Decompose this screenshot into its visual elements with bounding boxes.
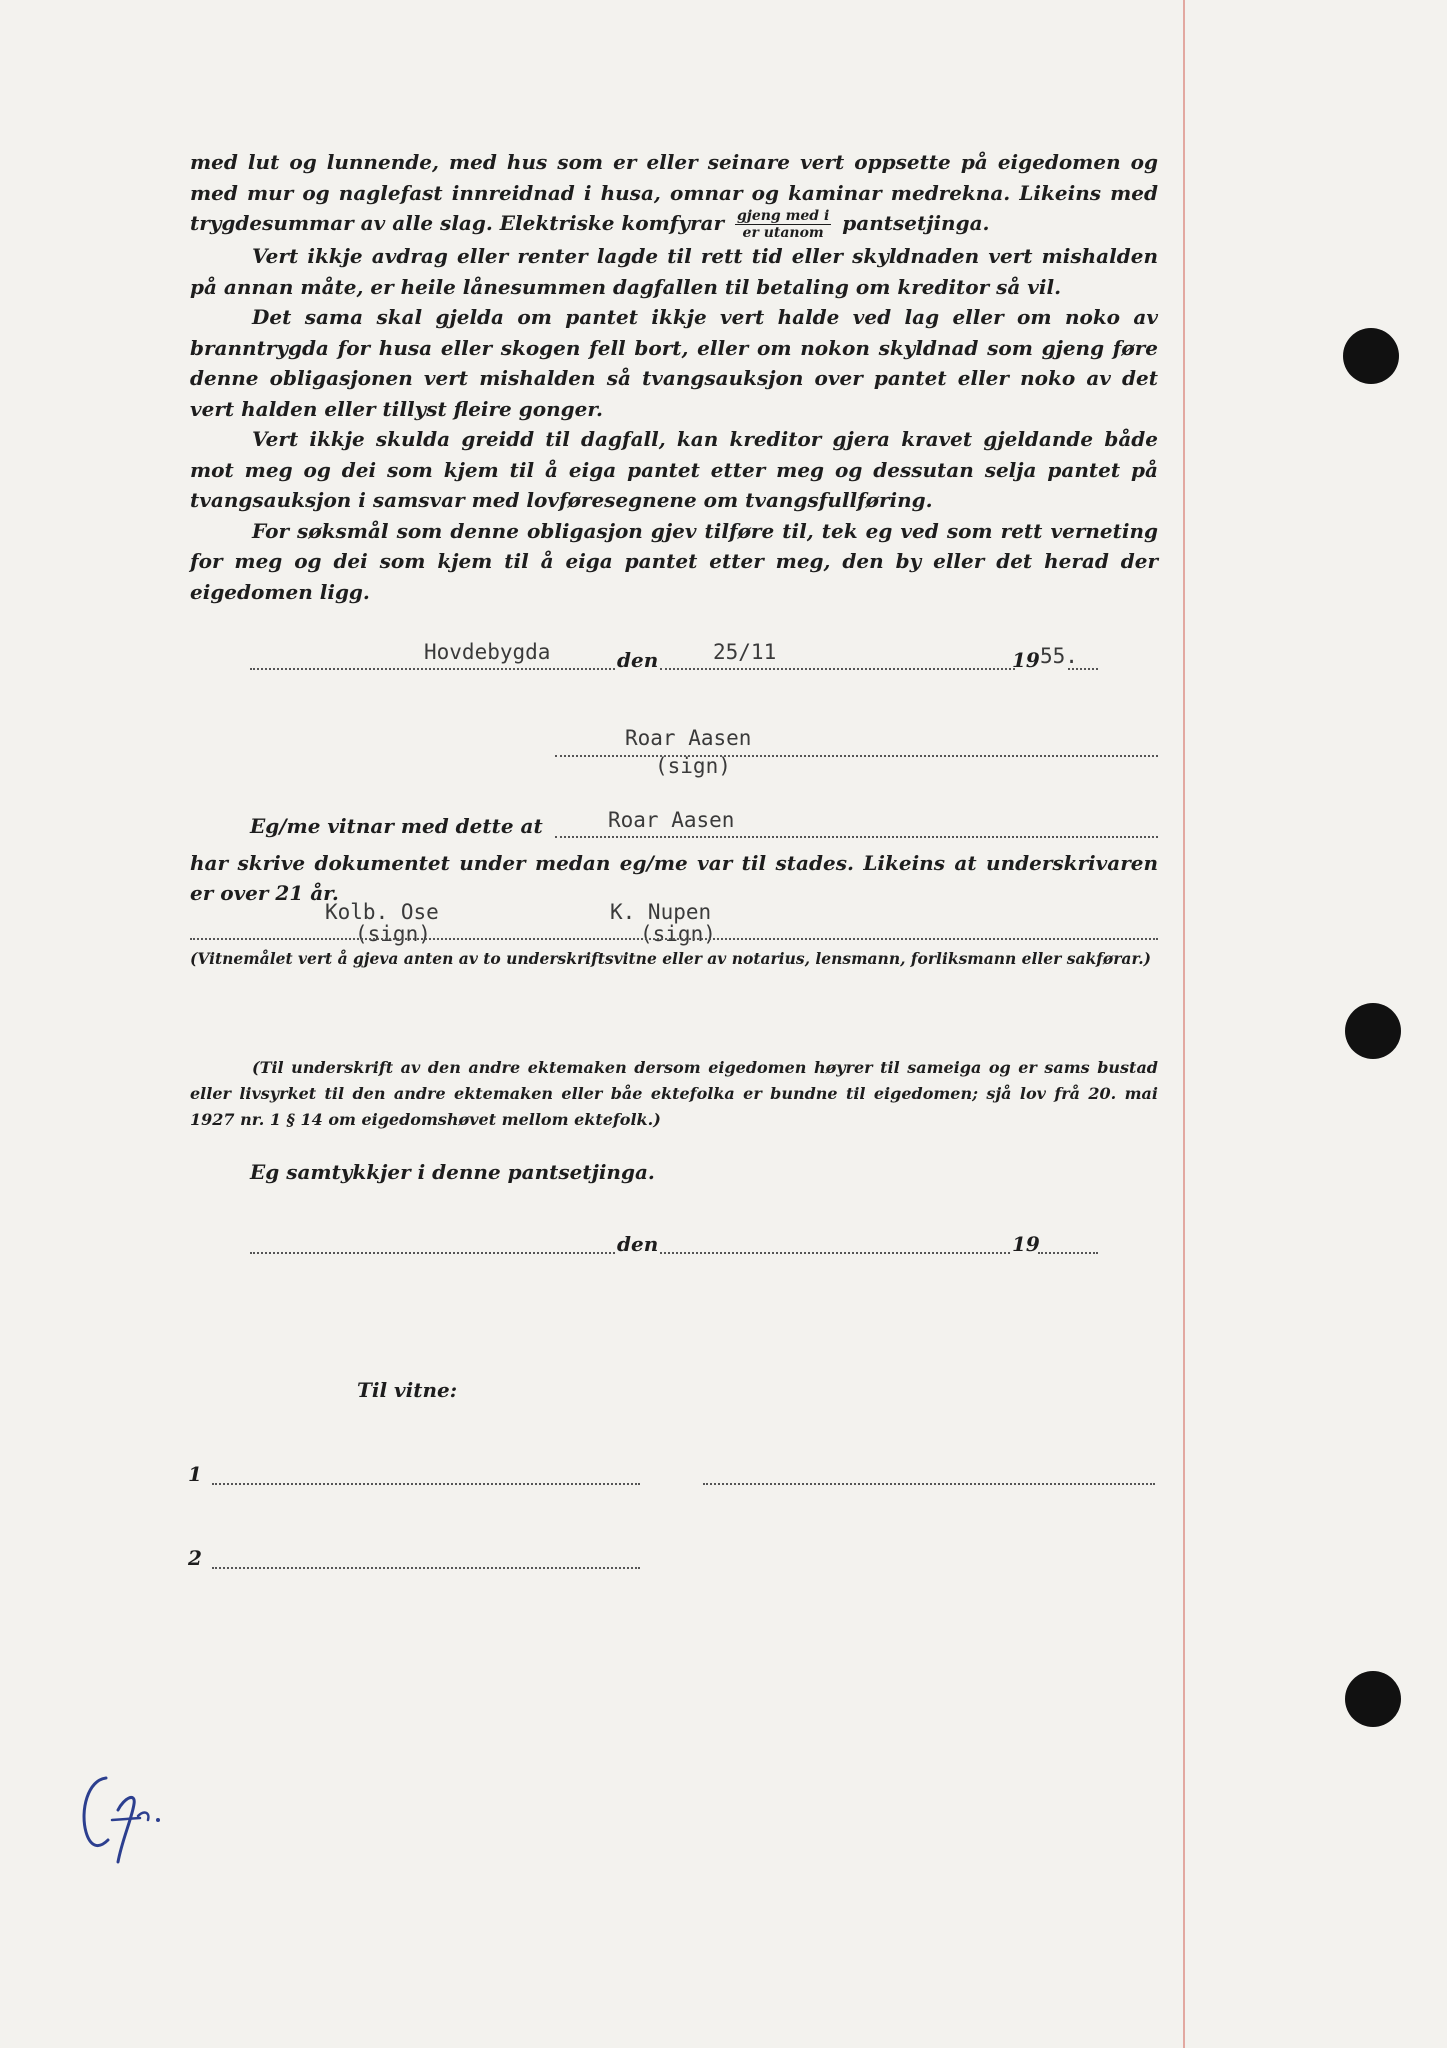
paragraph-1-end: pantsetjinga. bbox=[842, 211, 990, 235]
spouse-note: (Til underskrift av den andre ektemaken dersom eigedomen høyrer til sameiga og er sams bustad eller livsyrket til den andre ektemaken eller båe ektefolka er bundne til eigedomen; sjå lov frå 20. mai 1927 nr. 1 § 14 om eigedomshøvet mellom ektefolk.) bbox=[190, 1058, 1158, 1129]
fraction-choice bbox=[735, 208, 831, 241]
punch-hole-middle bbox=[1345, 1003, 1401, 1059]
witness-line-1-number: 1 bbox=[188, 1462, 202, 1486]
body-text bbox=[190, 147, 1158, 607]
witness-1-name: Kolb. Ose bbox=[325, 900, 439, 924]
handwritten-initials bbox=[78, 1770, 168, 1870]
paragraph-4: Vert ikkje skulda greidd til dagfall, kan kreditor gjera kravet gjeldande både mot meg og dei som kjem til å eiga pantet etter meg og dessutan selja pantet på tvangsauksjon i samsvar med lovføresegnene om tvangsfullføring. bbox=[190, 427, 1158, 512]
witness-signature-line bbox=[190, 938, 1158, 940]
witness-line-1b bbox=[703, 1483, 1155, 1485]
paragraph-1 bbox=[190, 147, 1158, 241]
witness-line-2-number: 2 bbox=[188, 1546, 202, 1570]
spouse-year-line bbox=[1038, 1252, 1098, 1254]
year-line bbox=[1068, 668, 1098, 670]
til-vitne-label: Til vitne: bbox=[357, 1378, 458, 1402]
signer-name: Roar Aasen bbox=[625, 726, 752, 750]
witness-2-name: K. Nupen bbox=[610, 900, 712, 924]
witnessed-name: Roar Aasen bbox=[608, 808, 735, 832]
den-label: den bbox=[617, 648, 659, 672]
fraction-bottom: er utanom bbox=[742, 225, 824, 241]
date-line bbox=[660, 668, 1015, 670]
paragraph-3: Det sama skal gjelda om pantet ikkje vert halde ved lag eller om noko av branntrygda for husa eller skogen fell bort, eller om nokon skyldnad som gjeng føre denne obligasjonen vert mishalden så tvangsauksjon over pantet eller noko av det vert halden eller tillyst fleire gonger. bbox=[190, 305, 1158, 421]
witness-statement: har skrive dokumentet under medan eg/me var til stades. Likeins at underskrivaren er over 21 år. bbox=[190, 851, 1158, 905]
punch-hole-top bbox=[1343, 328, 1399, 384]
spouse-date-line bbox=[660, 1252, 1010, 1254]
place-line bbox=[250, 668, 615, 670]
witness-line-1 bbox=[212, 1483, 640, 1485]
place-value: Hovdebygda bbox=[424, 640, 551, 664]
year-suffix: 55. bbox=[1040, 644, 1078, 668]
signer-sign: (sign) bbox=[655, 754, 731, 778]
punch-hole-bottom bbox=[1345, 1671, 1401, 1727]
margin-rule bbox=[1183, 0, 1185, 2048]
spouse-den-label: den bbox=[617, 1232, 659, 1256]
witness-1-sign: (sign) bbox=[355, 922, 431, 946]
year-prefix: 19 bbox=[1012, 648, 1040, 672]
paragraph-5: For søksmål som denne obligasjon gjev tilføre til, tek eg ved som rett verneting for meg og dei som kjem til å eiga pantet etter meg, den by eller det herad der eigedomen ligg. bbox=[190, 518, 1158, 604]
spouse-year-prefix: 19 bbox=[1012, 1232, 1040, 1256]
witnessed-line bbox=[555, 836, 1158, 838]
witness-note: (Vitnemålet vert å gjeva anten av to underskriftsvitne eller av notarius, lensmann, forliksmann eller sakførar.) bbox=[190, 949, 1151, 968]
consent-text: Eg samtykkjer i denne pantsetjinga. bbox=[250, 1160, 655, 1184]
fraction-top: gjeng med i bbox=[736, 208, 830, 224]
date-value: 25/11 bbox=[713, 640, 777, 664]
witness-intro: Eg/me vitnar med dette at bbox=[250, 814, 543, 838]
signer-line bbox=[555, 755, 1158, 757]
paragraph-2: Vert ikkje avdrag eller renter lagde til rett tid eller skyldnaden vert mishalden på annan måte, er heile lånesummen dagfallen til betaling om kreditor så vil. bbox=[190, 244, 1158, 299]
witness-line-2 bbox=[212, 1567, 640, 1569]
witness-2-sign: (sign) bbox=[640, 922, 716, 946]
spouse-place-line bbox=[250, 1252, 615, 1254]
paragraph-1-text: med lut og lunnende, med hus som er eller seinare vert oppsette på eigedomen og med mur og naglefast innreidnad i husa, omnar og kaminar medrekna. Likeins med trygdesummar av alle slag. Elektriske komfyrar bbox=[190, 150, 1158, 235]
